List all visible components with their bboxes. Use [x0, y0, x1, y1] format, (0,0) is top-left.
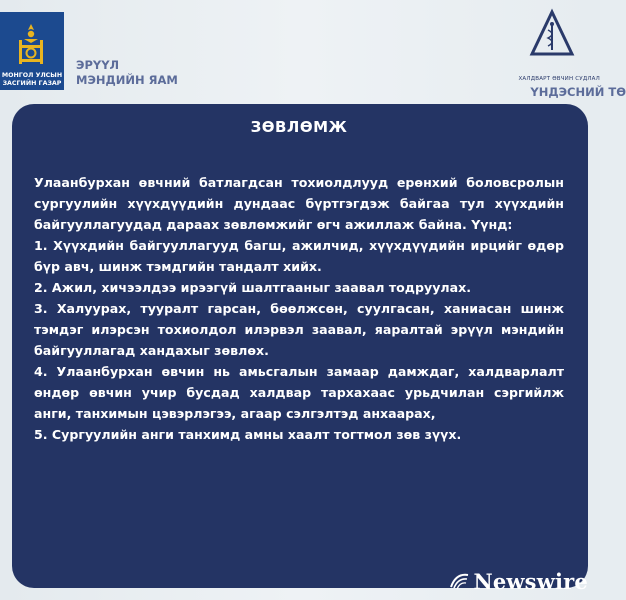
- infectious-disease-center-logo: [500, 8, 626, 99]
- panel-title: ЗӨВЛӨМЖ: [250, 118, 348, 136]
- newswire-logo-icon: [448, 571, 470, 591]
- recommendation-item-5: 5. Сургуулийн анги танхимд амны хаалт тогтмол зөв зүүх.: [34, 427, 462, 442]
- center-name-small: ХАЛДВАРТ ӨВЧИН СУДЛАЛ: [518, 76, 600, 82]
- ministry-name-line-2: МЭНДИЙН ЯАМ: [76, 73, 178, 87]
- intro-paragraph: Улаанбурхан өвчний батлагдсан тохиолдлууд ерөнхий боловсролын сургуулийн хүүхдүүдийн дундаас бүртгэгдэж байгаа тул хүүхдийн байгууллагуудад дараах зөвлөмжийг өгч ажиллаж байна. Үүнд:: [34, 175, 564, 232]
- government-logo-line-2: ЗАСГИЙН ГАЗАР: [2, 79, 62, 87]
- government-logo-line-1: МОНГОЛ УЛСЫН: [1, 72, 63, 79]
- newswire-watermark: [448, 570, 588, 592]
- recommendation-item-2: 2. Ажил, хичээлдээ ирээгүй шалтгааныг заавал тодруулах.: [34, 280, 472, 295]
- recommendation-item-1: 1. Хүүхдийн байгууллагууд багш, ажилчид, хүүхдүүдийн ирцийг өдөр бүр авч, шинж тэмдгийн тандалт хийх.: [34, 238, 564, 274]
- government-logo-text: [0, 72, 64, 87]
- panel-body: [34, 172, 564, 445]
- triangle-caduceus-icon: [528, 8, 576, 68]
- recommendation-panel: [12, 104, 588, 588]
- recommendation-item-4: 4. Улаанбурхан өвчин нь амьсгалын замаар дамждаг, халдварлалт өндөр өвчин учир бусдад халдвар тархахаас урьдчилан сэргийлж анги, танхимын цэвэрлэгээ, агаар сэлгэлтэд анхаарах,: [34, 364, 564, 421]
- government-logo: [0, 12, 64, 90]
- ministry-name: [76, 58, 178, 88]
- ministry-name-line-1: ЭРҮҮЛ: [76, 58, 120, 72]
- recommendation-item-3: 3. Халуурах, тууралт гарсан, бөөлжсөн, суулгасан, ханиасан шинж тэмдэг илэрсэн тохиолдол илэрвэл заавал, яаралтай эрүүл мэндийн байгууллагад хандахыг зөвлөх.: [34, 301, 564, 358]
- center-name-big: ҮНДЭСНИЙ ТӨ: [530, 85, 626, 99]
- soyombo-emblem-icon: [16, 22, 46, 66]
- newswire-text: Newswire: [473, 568, 588, 594]
